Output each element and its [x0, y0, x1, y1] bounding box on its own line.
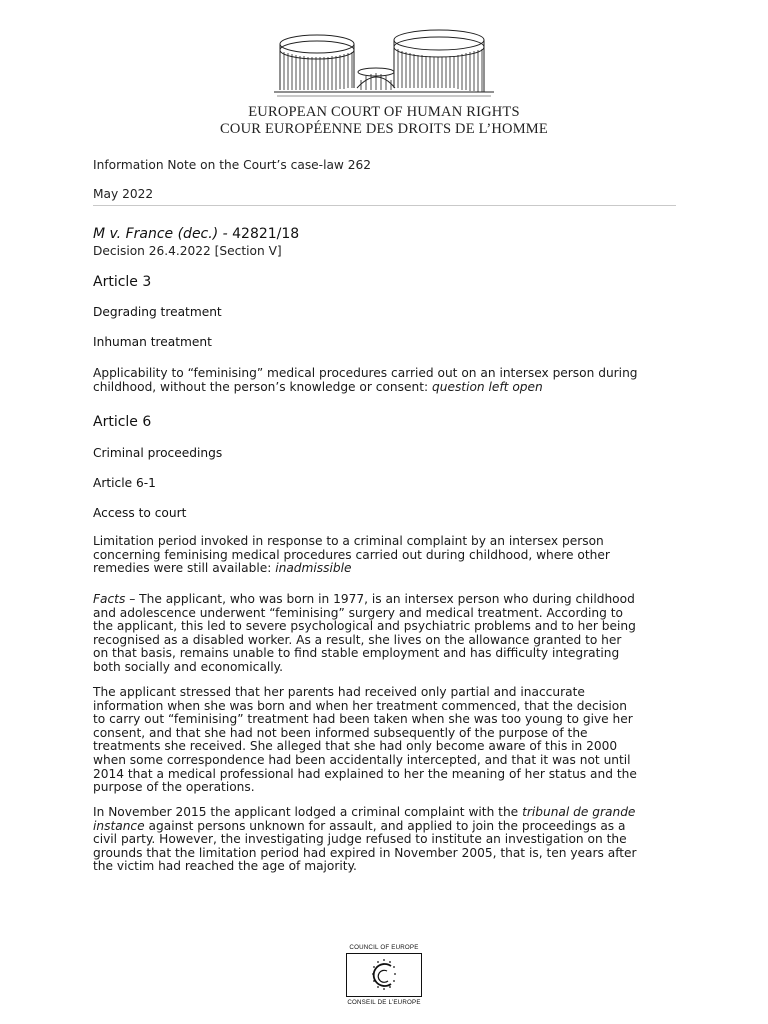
divider [93, 205, 676, 206]
summary-line: childhood, without the person’s knowledge or consent: question left open [93, 379, 543, 394]
facts-paragraph-1: Facts – The applicant, who was born in 1977, is an intersex person who during childhood and adolescence underwent “feminising” surgery and medical treatment. According to the applicant, this led to severe psychological and psychiatric problems and to her being recognised as a disabled worker. As a result, she lives on the allowance granted to her on that basis, remains unable to find stable employment and has difficulty integrating both socially and economically. [93, 592, 636, 674]
keyword-inhuman-treatment: Inhuman treatment [93, 335, 212, 349]
note-date: May 2022 [93, 187, 154, 201]
summary-line: concerning feminising medical procedures carried out during childhood, where other [93, 547, 610, 562]
article-6-summary [93, 535, 678, 576]
facts-label: Facts [93, 592, 126, 606]
application-number: 42821/18 [232, 226, 300, 242]
summary-line: Limitation period invoked in response to a criminal complaint by an intersex person [93, 534, 604, 548]
facts-paragraph-3: In November 2015 the applicant lodged a criminal complaint with the tribunal de grande instance against persons unknown for assault, and applied to join the proceedings as a civil party. However, the investigating judge refused to institute an investigation on the grounds that the limitation period had expired in November 2005, that is, ten years after the victim had reached the age of majority. [93, 805, 637, 874]
article-3-summary [93, 367, 678, 394]
court-building-icon [269, 22, 499, 102]
decision-line: Decision 26.4.2022 [Section V] [93, 244, 282, 258]
summary-line: remedies were still available: inadmissible [93, 561, 352, 576]
case-title [93, 226, 299, 242]
court-header [0, 22, 768, 138]
council-of-europe-logo-icon [346, 953, 422, 997]
coe-name-french: CONSEIL DE L’EUROPE [347, 999, 421, 1006]
article-6-heading: Article 6 [93, 414, 152, 430]
council-of-europe-logo [343, 944, 425, 1006]
summary-line: Applicability to “feminising” medical procedures carried out on an intersex person during [93, 366, 638, 380]
case-name: M v. France (dec.) - [93, 226, 228, 242]
facts-paragraph-2: The applicant stressed that her parents had received only partial and inaccurate information when she was born and when her treatment commenced, that the decision to carry out “feminising” treatment had been taken when she was too young to give her consent, and that she had not been informed subsequently of the purpose of the treatments she received. She alleged that she had only become aware of this in 2000 when some correspondence had been accidentally intercepted, and that it was not until 2014 that a medical professional had explained to her the meaning of her status and the purpose of the operations. [93, 685, 637, 795]
court-name-french: COUR EUROPÉENNE DES DROITS DE L’HOMME [220, 121, 548, 137]
summary-conclusion: question left open [431, 379, 543, 394]
keyword-access-to-court: Access to court [93, 506, 187, 520]
keyword-article-6-1: Article 6-1 [93, 476, 156, 490]
article-3-heading: Article 3 [93, 274, 152, 290]
keyword-criminal-proceedings: Criminal proceedings [93, 446, 223, 460]
court-name-english: EUROPEAN COURT OF HUMAN RIGHTS [248, 104, 520, 120]
keyword-degrading-treatment: Degrading treatment [93, 305, 222, 319]
note-title: Information Note on the Court’s case-law 262 [93, 158, 372, 172]
coe-name-english: COUNCIL OF EUROPE [349, 944, 419, 951]
summary-conclusion: inadmissible [275, 561, 352, 576]
